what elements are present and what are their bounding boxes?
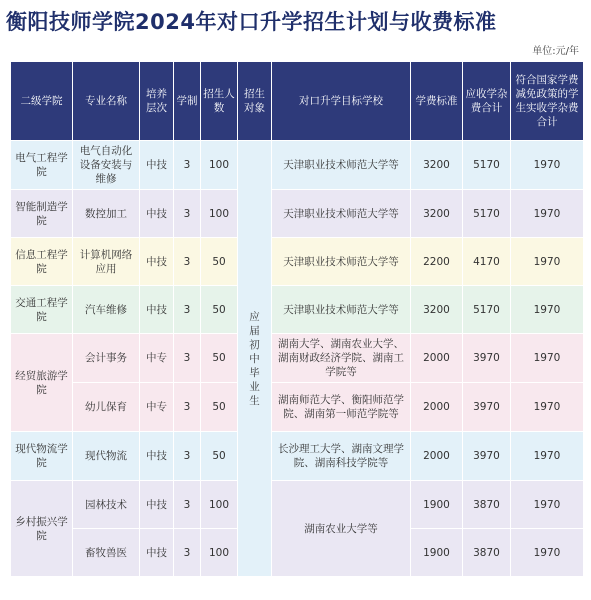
college-cell: 智能制造学院 [11,190,73,238]
quota-cell: 100 [201,481,238,529]
level-cell: 中技 [140,286,174,334]
college-cell: 经贸旅游学院 [11,334,73,432]
level-cell: 中技 [140,238,174,286]
major-cell: 数控加工 [73,190,140,238]
actual-cell: 1970 [511,432,584,481]
table-row [11,190,584,238]
major-cell: 幼儿保育 [73,383,140,432]
tuition-cell: 2000 [411,432,463,481]
header-tuition: 学费标准 [411,62,463,141]
misc-cell: 5170 [463,190,511,238]
tuition-cell: 3200 [411,141,463,190]
actual-cell: 1970 [511,238,584,286]
duration-cell: 3 [174,529,201,577]
misc-cell: 4170 [463,238,511,286]
quota-cell: 50 [201,334,238,383]
table-row [11,238,584,286]
table-row [11,334,584,383]
school-cell: 湖南师范大学、衡阳师范学院、湖南第一师范学院等 [272,383,411,432]
tuition-cell: 2000 [411,334,463,383]
quota-cell: 50 [201,286,238,334]
actual-cell: 1970 [511,383,584,432]
table-row [11,141,584,190]
duration-cell: 3 [174,481,201,529]
misc-cell: 3870 [463,529,511,577]
college-cell: 交通工程学院 [11,286,73,334]
header-college: 二级学院 [11,62,73,141]
misc-cell: 3970 [463,432,511,481]
misc-cell: 3970 [463,334,511,383]
duration-cell: 3 [174,141,201,190]
table-row [11,432,584,481]
major-cell: 现代物流 [73,432,140,481]
table-row [11,286,584,334]
target-group-cell [238,141,272,577]
duration-cell: 3 [174,334,201,383]
table-row [11,383,584,432]
actual-cell: 1970 [511,141,584,190]
tuition-cell: 3200 [411,286,463,334]
header-row [11,62,584,141]
school-cell: 天津职业技术师范大学等 [272,286,411,334]
school-cell: 湖南农业大学等 [272,481,411,577]
level-cell: 中技 [140,481,174,529]
table-row [11,481,584,529]
header-target: 招生对象 [238,62,272,141]
major-cell: 畜牧兽医 [73,529,140,577]
header-level: 培养层次 [140,62,174,141]
school-cell: 天津职业技术师范大学等 [272,238,411,286]
quota-cell: 100 [201,141,238,190]
misc-cell: 5170 [463,286,511,334]
school-cell: 天津职业技术师范大学等 [272,190,411,238]
duration-cell: 3 [174,383,201,432]
actual-cell: 1970 [511,190,584,238]
header-misc: 应收学杂费合计 [463,62,511,141]
major-cell: 会计事务 [73,334,140,383]
actual-cell: 1970 [511,529,584,577]
duration-cell: 3 [174,238,201,286]
level-cell: 中专 [140,383,174,432]
duration-cell: 3 [174,286,201,334]
level-cell: 中技 [140,190,174,238]
major-cell: 电气自动化设备安装与维修 [73,141,140,190]
school-cell: 天津职业技术师范大学等 [272,141,411,190]
header-school: 对口升学目标学校 [272,62,411,141]
tuition-cell: 2200 [411,238,463,286]
misc-cell: 5170 [463,141,511,190]
college-cell: 乡村振兴学院 [11,481,73,577]
college-cell: 电气工程学院 [11,141,73,190]
duration-cell: 3 [174,432,201,481]
tuition-cell: 2000 [411,383,463,432]
fee-table [10,61,584,577]
quota-cell: 50 [201,432,238,481]
major-cell: 园林技术 [73,481,140,529]
header-duration: 学制 [174,62,201,141]
target-group-text: 应届初中毕业生 [249,310,260,407]
misc-cell: 3970 [463,383,511,432]
school-cell: 长沙理工大学、湖南文理学院、湖南科技学院等 [272,432,411,481]
actual-cell: 1970 [511,286,584,334]
tuition-cell: 1900 [411,529,463,577]
header-quota: 招生人数 [201,62,238,141]
level-cell: 中技 [140,529,174,577]
quota-cell: 100 [201,529,238,577]
major-cell: 汽车维修 [73,286,140,334]
quota-cell: 50 [201,238,238,286]
tuition-cell: 3200 [411,190,463,238]
unit-label: 单位:元/年 [532,46,579,57]
major-cell: 计算机网络应用 [73,238,140,286]
level-cell: 中专 [140,334,174,383]
level-cell: 中技 [140,432,174,481]
level-cell: 中技 [140,141,174,190]
misc-cell: 3870 [463,481,511,529]
college-cell: 信息工程学院 [11,238,73,286]
page-title: 衡阳技师学院2024年对口升学招生计划与收费标准 [6,10,497,34]
actual-cell: 1970 [511,481,584,529]
college-cell: 现代物流学院 [11,432,73,481]
actual-cell: 1970 [511,334,584,383]
header-actual: 符合国家学费减免政策的学生实收学杂费合计 [511,62,584,141]
header-major: 专业名称 [73,62,140,141]
tuition-cell: 1900 [411,481,463,529]
quota-cell: 50 [201,383,238,432]
quota-cell: 100 [201,190,238,238]
duration-cell: 3 [174,190,201,238]
school-cell: 湖南大学、湖南农业大学、湖南财政经济学院、湖南工学院等 [272,334,411,383]
